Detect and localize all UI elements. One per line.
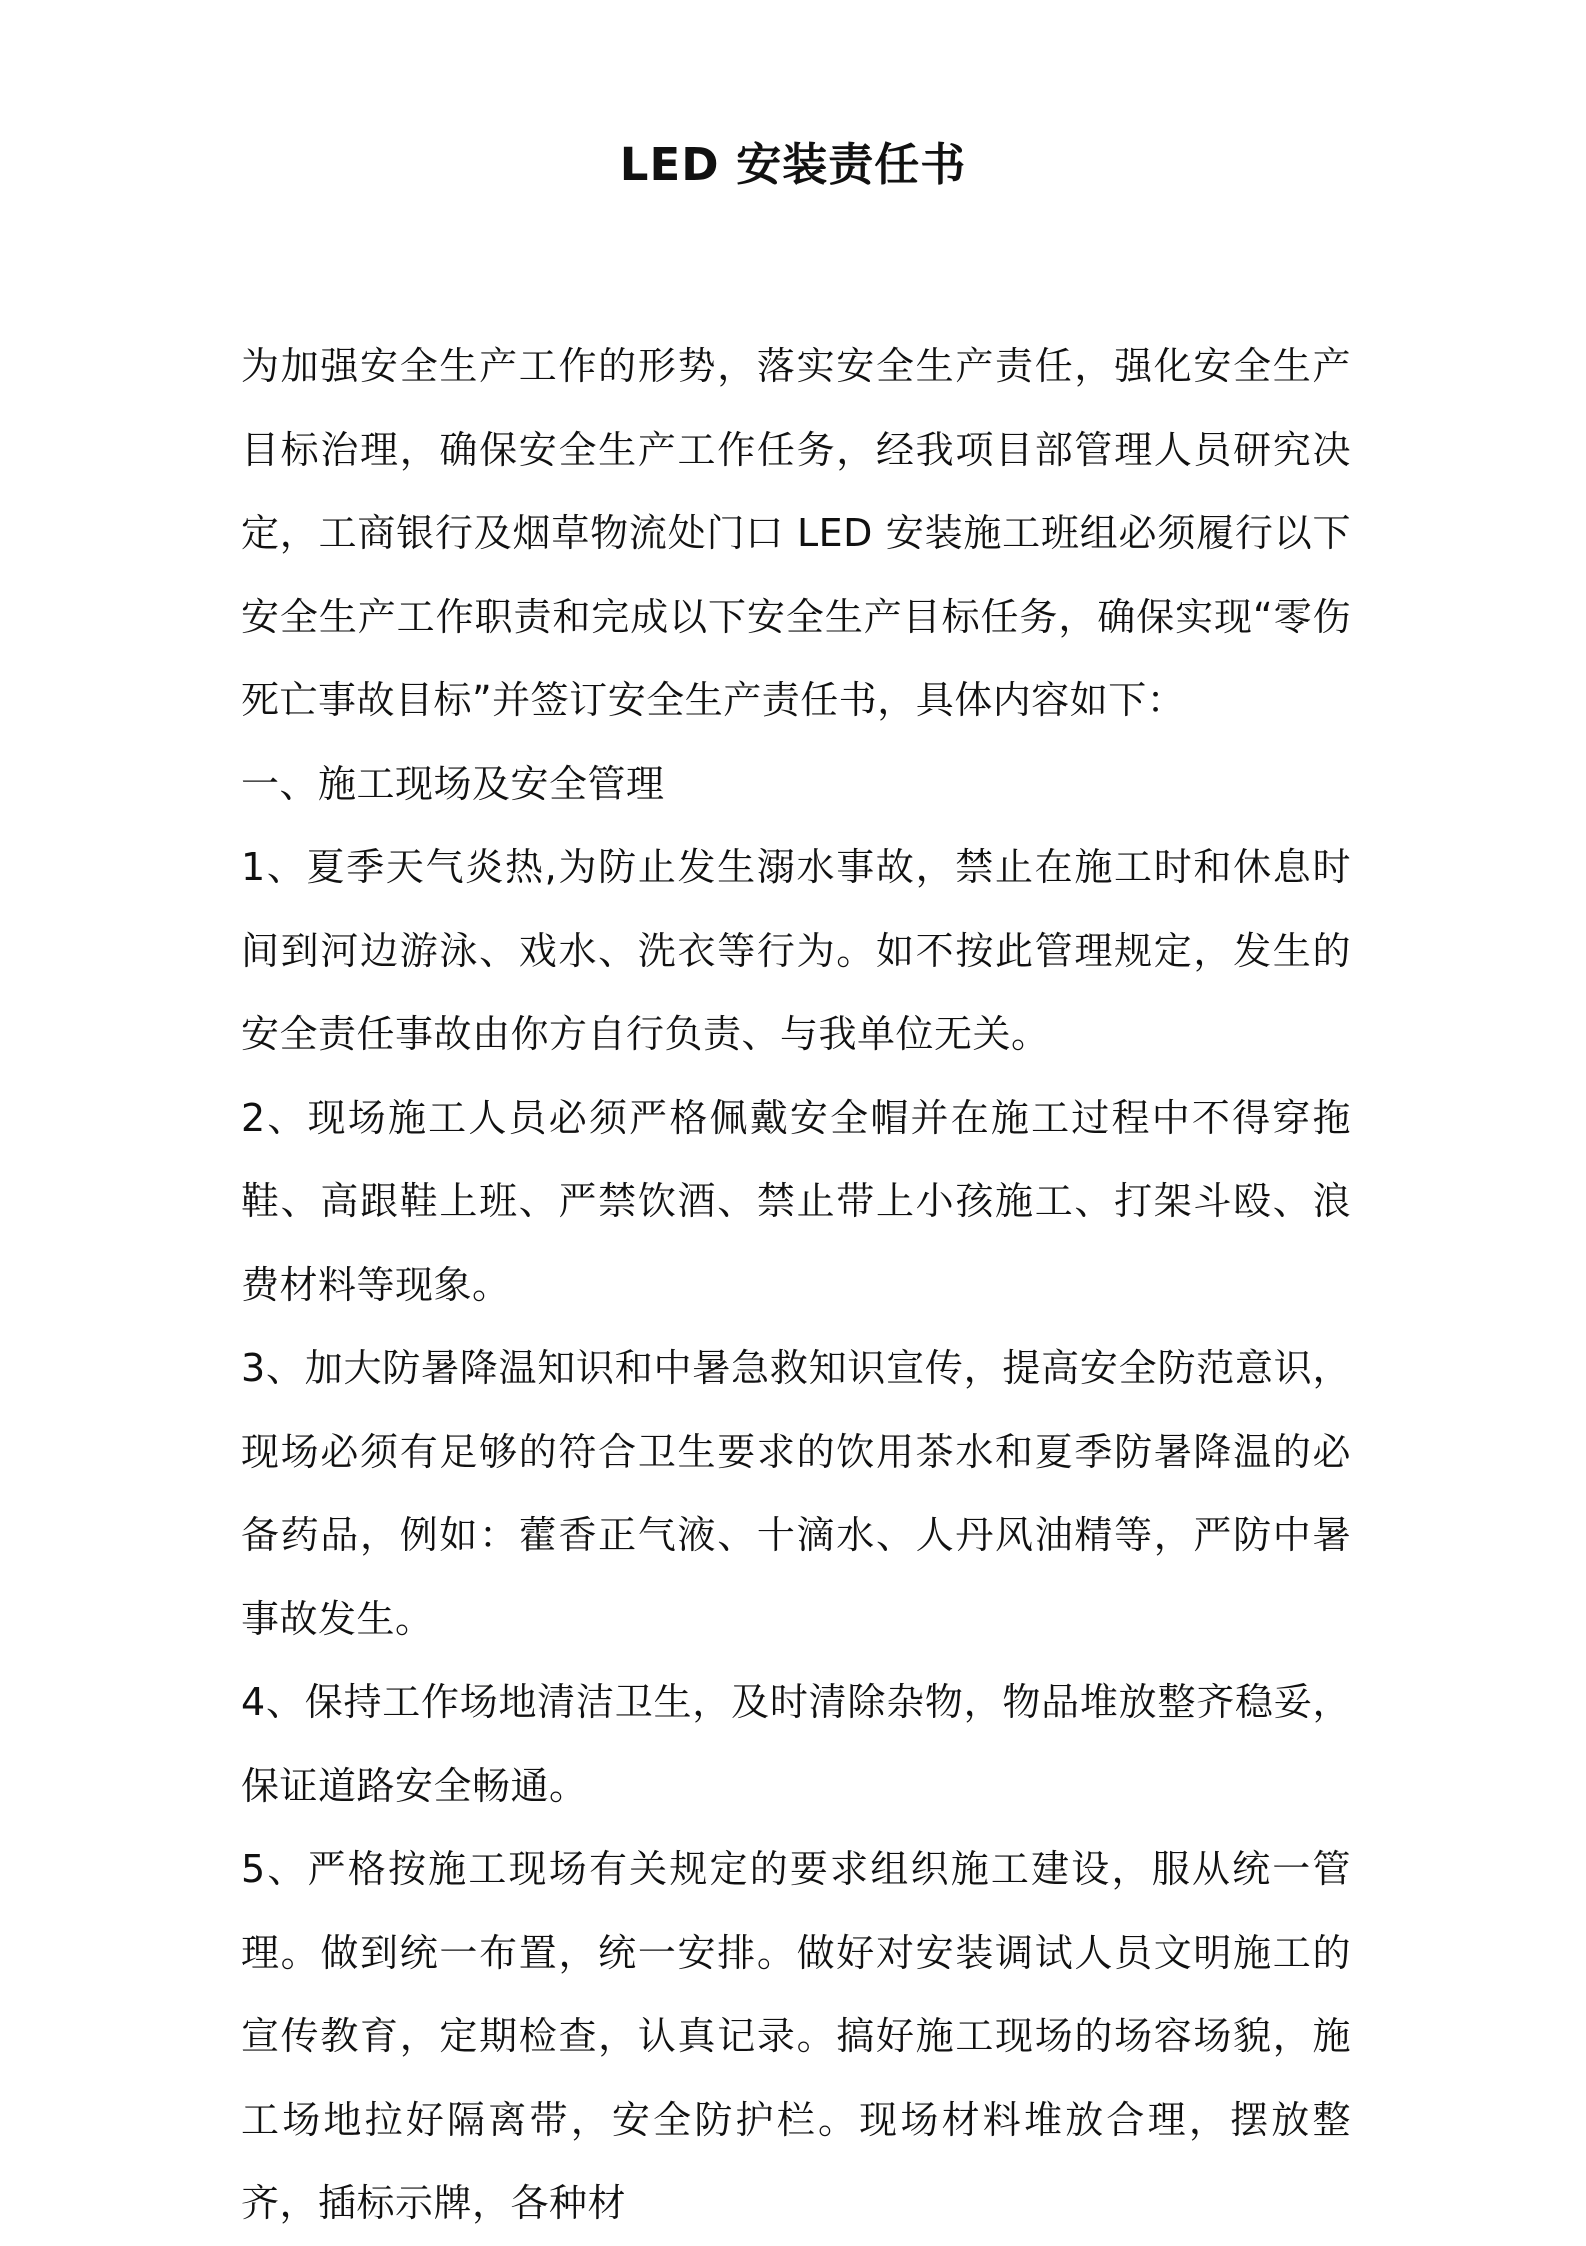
- clause-5-paragraph: 5、严格按施工现场有关规定的要求组织施工建设，服从统一管理。做到统一布置，统一安排。做好对安装调试人员文明施工的宣传教育，定期检查，认真记录。搞好施工现场的场容场貌，施工场地拉好隔离带，安全防护栏。现场材料堆放合理，摆放整齐，插标示牌，各种材: [241, 1847, 1351, 2225]
- document-title: LED 安装责任书: [619, 138, 967, 191]
- clause-1-paragraph: 1、夏季天气炎热,为防止发生溺水事故，禁止在施工时和休息时间到河边游泳、戏水、洗衣等行为。如不按此管理规定，发生的安全责任事故由你方自行负责、与我单位无关。: [241, 845, 1351, 1056]
- section-heading-site-safety: 一、施工现场及安全管理: [241, 761, 665, 806]
- intro-paragraph: 为加强安全生产工作的形势，落实安全生产责任，强化安全生产目标治理，确保安全生产工作任务，经我项目部管理人员研究决定，工商银行及烟草物流处门口 LED 安装施工班组必须履行以下安全生产工作职责和完成以下安全生产目标任务，确保实现“零伤死亡事故目标”并签订安全生产责任书，具体内容如下：: [241, 344, 1351, 722]
- document-body: [241, 325, 1351, 2246]
- clause-4-paragraph: 4、保持工作场地清洁卫生，及时清除杂物，物品堆放整齐稳妥，保证道路安全畅通。: [241, 1680, 1351, 1808]
- clause-3-paragraph: 3、加大防暑降温知识和中暑急救知识宣传，提高安全防范意识，现场必须有足够的符合卫生要求的饮用茶水和夏季防暑降温的必备药品，例如：藿香正气液、十滴水、人丹风油精等，严防中暑事故发生。: [241, 1346, 1351, 1641]
- clause-2-paragraph: 2、现场施工人员必须严格佩戴安全帽并在施工过程中不得穿拖鞋、高跟鞋上班、严禁饮酒、禁止带上小孩施工、打架斗殴、浪费材料等现象。: [241, 1095, 1351, 1307]
